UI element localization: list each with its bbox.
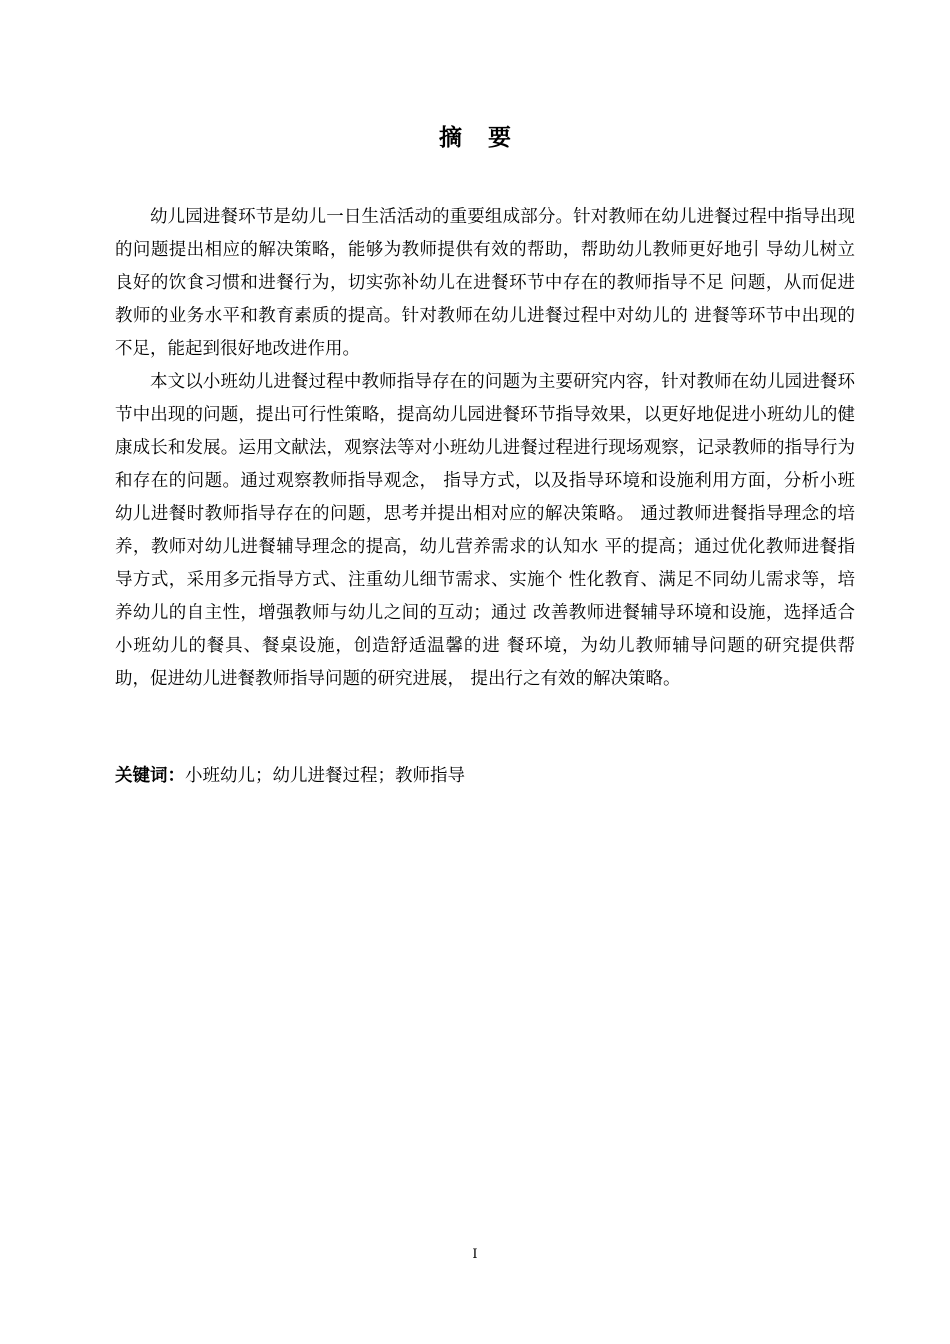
abstract-paragraph-1: 幼儿园进餐环节是幼儿一日生活活动的重要组成部分。针对教师在幼儿进餐过程中指导出现的问题提出相应的解决策略，能够为教师提供有效的帮助，帮助幼儿教师更好地引 导幼儿树立良好的饮食习惯和进餐行为，切实弥补幼儿在进餐环节中存在的教师指导不足 问题，从而促进教师的业务水平和教育素质的提高。针对教师在幼儿进餐过程中对幼儿的 进餐等环节中出现的不足，能起到很好地改进作用。 <box>115 207 855 359</box>
keywords-line <box>115 760 855 793</box>
abstract-paragraph-2: 本文以小班幼儿进餐过程中教师指导存在的问题为主要研究内容，针对教师在幼儿园进餐环节中出现的问题，提出可行性策略，提高幼儿园进餐环节指导效果，以更好地促进小班幼儿的健康成长和发展。运用文献法，观察法等对小班幼儿进餐过程进行现场观察，记录教师的指导行为和存在的问题。通过观察教师指导观念， 指导方式，以及指导环境和设施利用方面，分析小班幼儿进餐时教师指导存在的问题，思考并提出相对应的解决策略。 通过教师进餐指导理念的培养，教师对幼儿进餐辅导理念的提高，幼儿营养需求的认知水 平的提高；通过优化教师进餐指导方式，采用多元指导方式、注重幼儿细节需求、实施个 性化教育、满足不同幼儿需求等，培养幼儿的自主性，增强教师与幼儿之间的互动；通过 改善教师进餐辅导环境和设施，选择适合小班幼儿的餐具、餐桌设施，创造舒适温馨的进 餐环境，为幼儿教师辅导问题的研究提供帮助，促进幼儿进餐教师指导问题的研究进展， 提出行之有效的解决策略。 <box>115 372 855 689</box>
page-title: 摘要 <box>439 125 537 151</box>
abstract-body <box>115 201 855 696</box>
keywords-text: 小班幼儿；幼儿进餐过程；教师指导 <box>185 766 465 786</box>
page-number: I <box>472 1247 478 1262</box>
keywords-label: 关键词： <box>115 766 185 786</box>
